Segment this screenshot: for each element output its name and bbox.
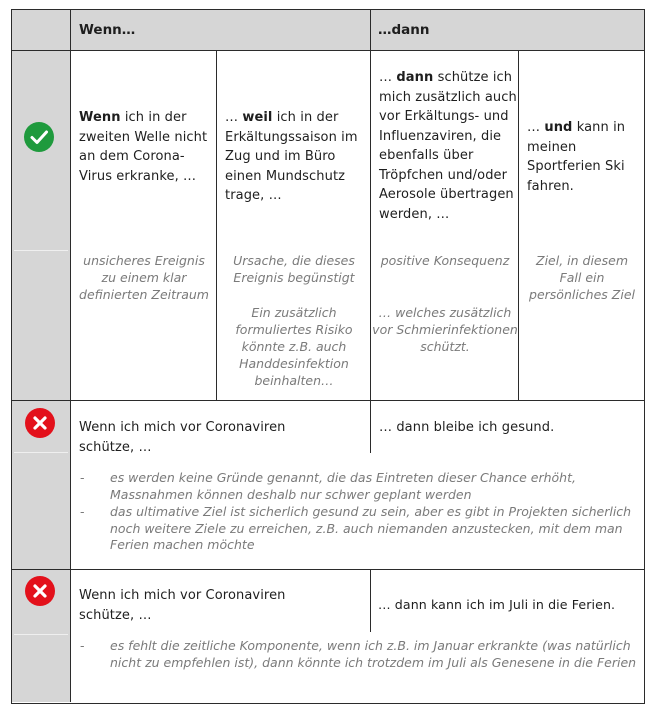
keyword-und: und	[544, 120, 573, 135]
row-divider	[12, 400, 644, 401]
column-divider	[370, 10, 371, 50]
bad1-dann-cell: … dann bleibe ich gesund.	[379, 420, 555, 435]
bad2-bullet-text: es fehlt die zeitliche Komponente, wenn ich z.B. im Januar erkrankte (was natürlich nicht zu empfehlen ist), dann könnte ich trotzdem im Juli als Genesene in die Ferien	[110, 638, 637, 670]
header-row	[70, 10, 644, 50]
note-weil-risk: Ein zusätzlich formuliertes Risiko könnte z.B. auch Handdesinfektion beinhalten…	[235, 305, 353, 388]
bad2-wenn-cell: Wenn ich mich vor Coronaviren schütze, …	[79, 588, 286, 623]
column-divider	[370, 569, 371, 632]
bullet-dash: -	[80, 470, 85, 485]
bad2-bullet	[80, 638, 640, 671]
status-column-separator	[14, 634, 68, 635]
note-und-goal: Ziel, in diesem Fall ein persönliches Ziel	[529, 253, 635, 302]
keyword-weil: weil	[242, 110, 273, 125]
column-divider	[216, 50, 217, 400]
bad1-bullet-text: es werden keine Gründe genannt, die das Eintreten dieser Chance erhöht, Massnahmen können deshalb nur schwer geplant werden	[110, 470, 576, 502]
column-divider	[70, 10, 71, 702]
ellipsis-prefix: …	[527, 120, 545, 135]
good-wenn-text: ich in der zweiten Welle nicht an dem Corona-Virus erkranke, …	[79, 110, 208, 184]
bad1-bullet	[80, 470, 640, 503]
x-glyph	[25, 576, 55, 606]
ellipsis-prefix: …	[225, 110, 243, 125]
note-weil-cause: Ursache, die dieses Ereignis begünstigt	[233, 253, 355, 285]
x-glyph	[25, 408, 55, 438]
row-divider	[12, 50, 644, 51]
header-wenn: Wenn…	[79, 22, 136, 38]
status-column-separator	[14, 250, 68, 251]
bad1-bullet	[80, 504, 640, 554]
keyword-dann: dann	[396, 70, 434, 85]
good-und-text: kann in meinen Sportferien Ski fahren.	[527, 120, 626, 194]
note-dann-extra: … welches zusätzlich vor Schmierinfektionen schützt.	[372, 305, 518, 354]
bad1-bullet-text: das ultimative Ziel ist sicherlich gesund zu sein, aber es gibt in Projekten sicherlich noch weitere Ziele zu erreichen, z.B. auch niemanden anzustecken, mit dem man Ferien machen möchte	[110, 504, 632, 552]
column-divider	[370, 400, 371, 453]
note-wenn: unsicheres Ereignis zu einem klar definierten Zeitraum	[79, 253, 209, 302]
good-dann-text: schütze ich mich zusätzlich auch vor Erkältungs- und Influenzaviren, die ebenfalls über Tröpfchen und/oder Aerosole übertragen werden, …	[379, 70, 517, 222]
bad1-wenn-cell: Wenn ich mich vor Coronaviren schütze, …	[79, 420, 286, 455]
note-dann-consequence: positive Konsequenz	[380, 253, 510, 268]
column-divider	[518, 50, 519, 400]
column-divider	[370, 50, 371, 400]
x-circle-icon	[25, 408, 55, 438]
good-und-cell	[527, 118, 639, 196]
status-column-separator	[14, 452, 68, 453]
bullet-dash: -	[80, 638, 85, 653]
good-weil-cell	[225, 108, 370, 206]
good-weil-text: ich in der Erkältungssaison im Zug und im Büro einen Mundschutz trage, …	[225, 110, 358, 203]
good-wenn-cell	[79, 108, 213, 186]
x-circle-icon	[25, 576, 55, 606]
bullet-dash: -	[80, 504, 85, 519]
bad2-dann-cell: … dann kann ich im Juli in die Ferien.	[378, 597, 616, 612]
ellipsis-prefix: …	[379, 70, 397, 85]
check-circle-icon	[24, 122, 54, 152]
row-divider	[12, 569, 644, 570]
checkmark-glyph	[24, 122, 54, 152]
header-dann: …dann	[378, 22, 430, 38]
keyword-wenn: Wenn	[79, 110, 121, 125]
good-dann-cell	[379, 68, 517, 224]
